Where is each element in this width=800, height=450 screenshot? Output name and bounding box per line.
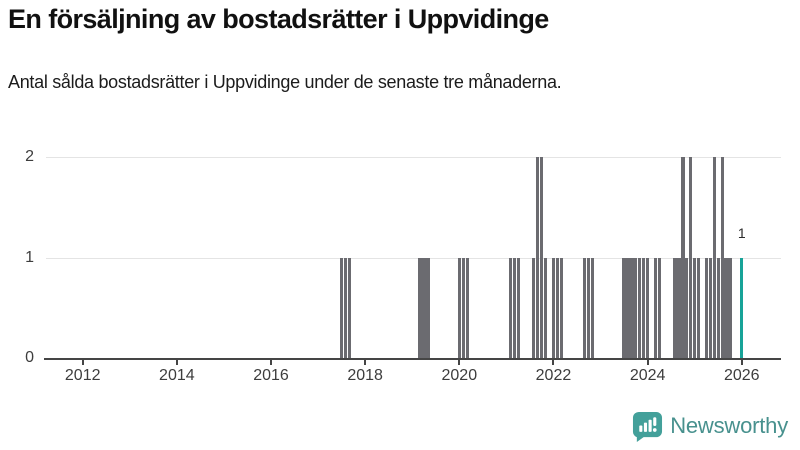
x-axis-tick-2016	[270, 360, 272, 365]
bar-2022-11	[591, 258, 594, 358]
x-axis-tick-2022	[552, 360, 554, 365]
bar-2017-07	[340, 258, 343, 358]
bar-2023-11	[638, 258, 641, 358]
bar-2017-09	[348, 258, 351, 358]
bar-2023-12	[642, 258, 645, 358]
bar-2022-10	[587, 258, 590, 358]
bar-2022-02	[556, 258, 559, 358]
bar-2021-08	[532, 258, 535, 358]
bar-2024-12	[689, 157, 692, 358]
bar-2022-01	[552, 258, 555, 358]
x-axis-tick-label: 2014	[159, 367, 195, 384]
y-axis-tick-label: 0	[25, 349, 34, 366]
bar-2025-05	[709, 258, 712, 358]
x-axis-tick-label: 2016	[253, 367, 289, 384]
x-axis-tick-2020	[458, 360, 460, 365]
highlight-value-label: 1	[737, 224, 746, 241]
bar-2020-01	[458, 258, 461, 358]
bar-2023-07	[622, 258, 625, 358]
x-axis-tick-label: 2018	[347, 367, 383, 384]
y-axis-tick-label: 1	[25, 248, 34, 266]
x-axis-tick-2014	[176, 360, 178, 365]
x-axis-tick-2018	[364, 360, 366, 365]
bar-2025-01	[693, 258, 696, 358]
newsworthy-logo-icon	[632, 411, 663, 442]
bar-2024-03	[654, 258, 657, 358]
bar-2021-11	[544, 258, 547, 358]
bar-2023-08	[626, 258, 629, 358]
x-axis-tick-2026	[741, 360, 743, 365]
bar-2020-03	[466, 258, 469, 358]
bar-2025-02	[697, 258, 700, 358]
page-title: En försäljning av bostadsrätter i Uppvidinge	[8, 4, 549, 34]
newsworthy-logo	[632, 406, 788, 446]
bar-2019-05	[426, 258, 429, 358]
gridline-y1	[46, 258, 781, 259]
bar-2025-07	[717, 258, 720, 358]
bar-2024-04	[658, 258, 661, 358]
bar-2025-09	[724, 258, 727, 358]
gridline-y2	[46, 157, 781, 158]
x-axis-tick-label: 2026	[723, 367, 760, 384]
bar-2025-04	[705, 258, 708, 358]
bar-2024-08	[673, 258, 676, 358]
bar-2025-08	[721, 157, 724, 358]
bar-2021-09	[536, 157, 539, 358]
x-axis-tick-label: 2022	[535, 367, 572, 384]
newsworthy-logo-text: Newsworthy	[670, 413, 788, 438]
bar-2025-06	[713, 157, 716, 358]
bar-2021-04	[517, 258, 520, 358]
bar-2024-11	[685, 258, 688, 358]
bar-2022-03	[560, 258, 563, 358]
x-axis-tick-label: 2020	[441, 367, 478, 384]
chart-subtitle: Antal sålda bostadsrätter i Uppvidinge under de senaste tre månaderna.	[8, 72, 562, 92]
bar-2023-10	[634, 258, 637, 358]
bar-2024-09	[677, 258, 680, 358]
bar-2022-09	[583, 258, 586, 358]
y-axis-tick-label: 2	[25, 148, 34, 166]
bar-2023-09	[630, 258, 633, 358]
bar-2020-02	[462, 258, 465, 358]
bar-2019-04	[422, 258, 425, 358]
x-axis-tick-label: 2024	[629, 367, 666, 384]
x-axis-tick-label: 2012	[64, 367, 101, 384]
bar-2021-02	[509, 258, 512, 358]
bar-2021-10	[540, 157, 543, 358]
bar-chart	[0, 120, 800, 410]
x-axis-tick-2024	[647, 360, 649, 365]
x-axis-line	[44, 358, 781, 360]
bar-2026-01	[740, 258, 743, 358]
bar-2021-03	[513, 258, 516, 358]
bar-2019-03	[418, 258, 421, 358]
bar-2025-10	[728, 258, 731, 358]
bar-2024-01	[646, 258, 649, 358]
x-axis-tick-2012	[82, 360, 84, 365]
bar-2024-10	[681, 157, 684, 358]
bar-2017-08	[344, 258, 347, 358]
